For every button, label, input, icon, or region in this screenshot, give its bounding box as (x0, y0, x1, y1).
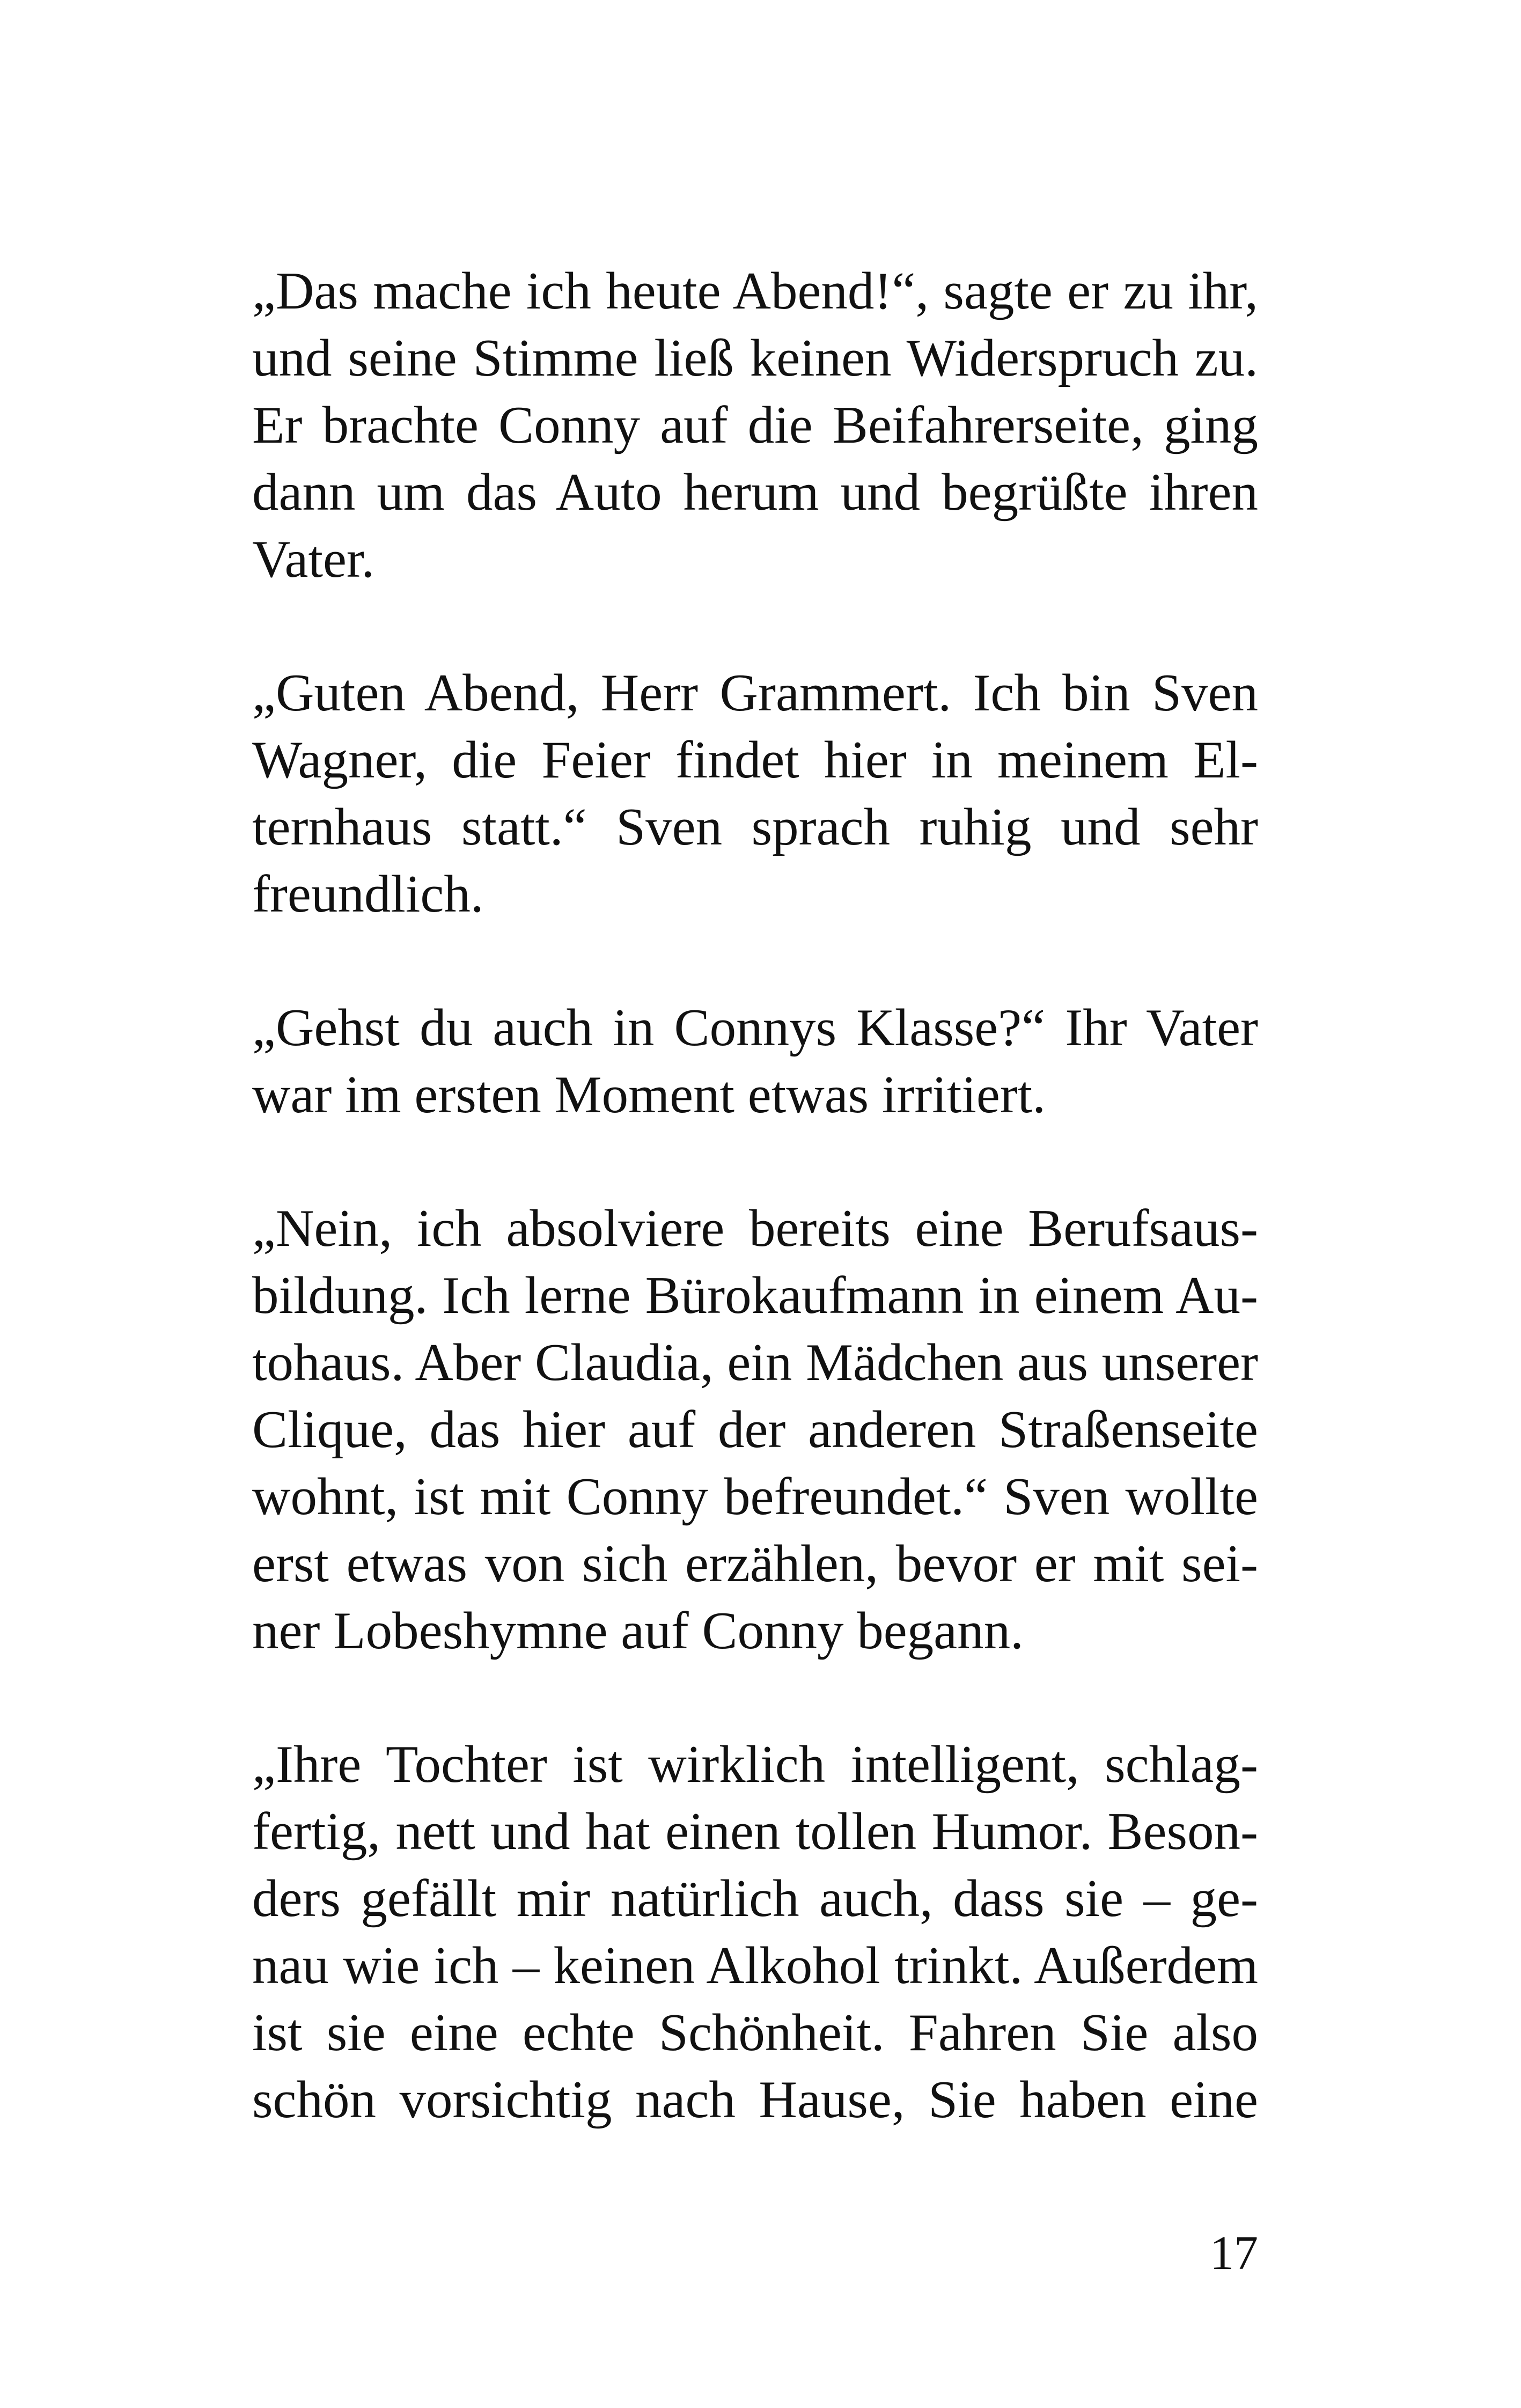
text-line: ders gefällt mir natürlich auch, dass sie – ge- (252, 1869, 1258, 1928)
paragraph-4 (252, 1195, 1258, 1664)
text-line: „Guten Abend, Herr Grammert. Ich bin Sven (252, 664, 1258, 722)
paragraph-1 (252, 258, 1258, 593)
body-text (252, 258, 1258, 2200)
text-line: „Nein, ich absolviere bereits eine Berufsaus- (252, 1199, 1258, 1258)
text-line: „Ihre Tochter ist wirklich intelligent, schlag- (252, 1735, 1258, 1794)
page-number: 17 (1210, 2227, 1258, 2280)
text-line: dann um das Auto herum und begrüßte ihren (252, 463, 1258, 522)
text-line: „Das mache ich heute Abend!“, sagte er zu ihr, (252, 262, 1258, 320)
text-line: Vater. (252, 530, 375, 589)
paragraph-3 (252, 994, 1258, 1128)
text-line: erst etwas von sich erzählen, bevor er mit sei- (252, 1535, 1258, 1593)
text-line: schön vorsichtig nach Hause, Sie haben eine (252, 2071, 1258, 2129)
text-line: freundlich. (252, 865, 484, 923)
text-line: Clique, das hier auf der anderen Straßenseite (252, 1400, 1258, 1459)
paragraph-2 (252, 659, 1258, 928)
text-line: ternhaus statt.“ Sven sprach ruhig und sehr (252, 798, 1258, 856)
text-line: Er brachte Conny auf die Beifahrerseite, ging (252, 396, 1258, 454)
text-line: und seine Stimme ließ keinen Widerspruch zu. (252, 329, 1258, 387)
text-line: fertig, nett und hat einen tollen Humor. Beson- (252, 1802, 1258, 1861)
text-line: tohaus. Aber Claudia, ein Mädchen aus unserer (252, 1333, 1258, 1392)
text-line: nau wie ich – keinen Alkohol trinkt. Außerdem (252, 1936, 1258, 1995)
text-line: wohnt, ist mit Conny befreundet.“ Sven wollte (252, 1467, 1258, 1526)
text-line: war im ersten Moment etwas irritiert. (252, 1066, 1046, 1124)
text-line: ist sie eine echte Schönheit. Fahren Sie also (252, 2003, 1258, 2062)
text-line: „Gehst du auch in Connys Klasse?“ Ihr Vater (252, 999, 1258, 1057)
text-line: ner Lobeshymne auf Conny begann. (252, 1602, 1024, 1660)
text-line: bildung. Ich lerne Bürokaufmann in einem Au- (252, 1266, 1258, 1325)
text-line: Wagner, die Feier findet hier in meinem El- (252, 731, 1258, 789)
paragraph-5 (252, 1731, 1258, 2133)
